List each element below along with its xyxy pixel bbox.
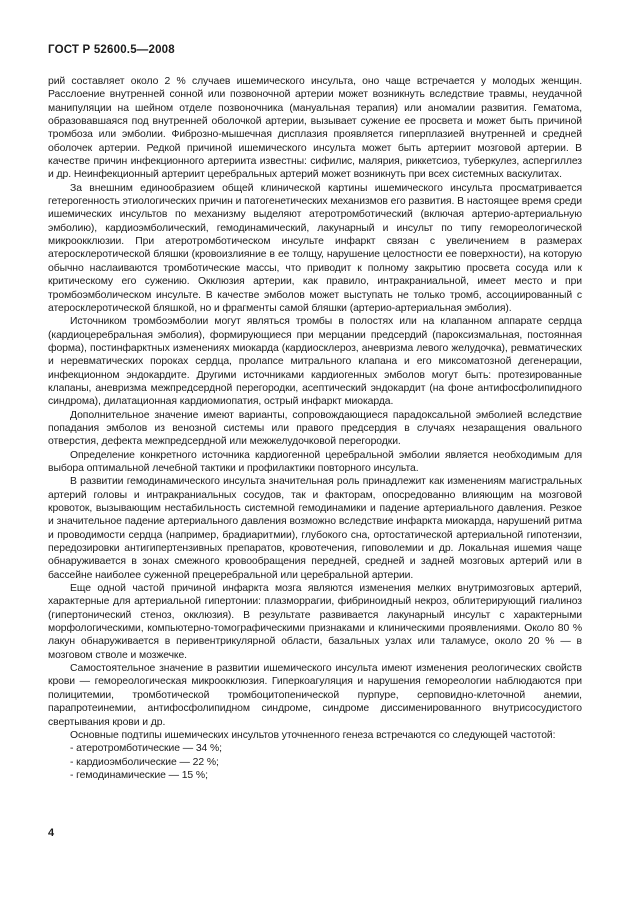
body-paragraph: Определение конкретного источника кардиогенной церебральной эмболии является необходимым для выбора оптимальной лечебной тактики и профилактики повторного инсульта.	[48, 449, 582, 474]
body-paragraph: Еще одной частой причиной инфаркта мозга являются изменения мелких внутримозговых артерий, характерные для артериальной гипертонии: плазморрагии, фибриноидный некроз, облитерирующий гиалиноз (гипертонический стеноз, окклюзия). В результате развивается лакунарный инсульт с характерными морфологическими, компьютерно-томографическими признаками и клиническими проявлениями. Около 80 % лакун обнаруживается в перивентрикулярной области, базальных узлах или таламусе, около 20 % — в мозговом стволе и мозжечке.	[48, 583, 582, 661]
body-paragraph: Основные подтипы ишемических инсультов уточненного генеза встречаются со следующей частотой:	[70, 729, 556, 741]
body-paragraph: В развитии гемодинамического инсульта значительная роль принадлежит как изменениям магистральных артерий головы и интракраниальных сосудов, так и факторам, опосредованно влияющим на мозговой кровоток, вызывающим нестабильность системной гемодинамики и падение артериального давления. Резкое и значительное падение артериального давления возможно вследствие инфаркта миокарда, нарушений ритма и проводимости сердца (например, брадиаритмии), глубокого сна, ортостатической артериальной гипотензии, передозировки антигипертензивных препаратов, кровотечения, гиповолемии и др. Локальная ишемия чаще обнаруживается в зонах смежного кровообращения передней, средней и задней мозговых артерий или в бассейне наиболее суженной прецеребральной или церебральной артерии.	[48, 476, 582, 581]
body-paragraph: Дополнительное значение имеют варианты, сопровождающиеся парадоксальной эмболией вследствие попадания эмболов из венозной системы или правого предсердия в случаях незаращения овального отверстия, дефекта межпредсердной или межжелудочковой перегородки.	[48, 409, 582, 448]
document-body	[48, 75, 582, 782]
body-paragraph: Самостоятельное значение в развитии ишемического инсульта имеют изменения реологических свойств крови — гемореологическая микроокклюзия. Гиперкоагуляция и нарушения гемореологии наблюдаются при полицитемии, тромботической тромбоцитопенической пурпуре, серповидно-клеточной анемии, парапротеинемии, антифосфолипидном синдроме, синдроме диссименированного внутрисосудистого свертывания крови и др.	[48, 663, 582, 728]
standard-number-header: ГОСТ Р 52600.5—2008	[48, 44, 175, 56]
body-paragraph: рий составляет около 2 % случаев ишемического инсульта, оно чаще встречается у молодых женщин. Расслоение внутренней сонной или позвоночной артерии может возникнуть вследствие травмы, неудачной манипуляции на шейном отделе позвоночника (мануальная терапия) или аномалии развития. Гематома, образовавшаяся под внутренней оболочкой артерии, вызывает сужение ее просвета и может быть причиной тромбоза или эмболии. Фиброзно-мышечная дисплазия проявляется гиперплазией внутренней и средней оболочек артерии. Редкой причиной ишемического инсульта может быть артериит мозговой артерии. В качестве причин инфекционного артериита известны: сифилис, малярия, риккетсиоз, туберкулез, аспергиллез и др. Неинфекционный артериит церебральных артерий может возникнуть при всех системных васкулитах.	[48, 76, 582, 181]
list-item: - атеротромботические — 34 %;	[70, 743, 222, 755]
body-paragraph: Источником тромбоэмболии могут являться тромбы в полостях или на клапанном аппарате сердца (кардиоцеребральная эмболия), формирующиеся при мерцании предсердий (пароксизмальная, постоянная форма), постинфарктных изменениях миокарда (кардиосклероз, аневризма левого желудочка), ревматических и неревматических пороках сердца, пролапсе митрального клапана и его миксоматозной дегенерации, инфекционном эндокардите. Другими источниками кардиогенных эмболов могут быть: протезированные клапаны, аневризма межпредсердной перегородки, асептический эндокардит (на фоне антифосфолипидного синдрома), дилатационная кардиомиопатия, острый инфаркт миокарда.	[48, 316, 582, 408]
list-item: - гемодинамические — 15 %;	[70, 769, 208, 781]
list-item: - кардиоэмболические — 22 %;	[70, 756, 219, 768]
body-paragraph: За внешним единообразием общей клинической картины ишемического инсульта просматривается гетерогенность этиологических причин и патогенетических механизмов его развития. В настоящее время среди ишемических инсультов по механизму выделяют атеротромботический (включая артерио-артериальную эмболию), кардиоэмболический, гемодинамический, лакунарный и инсульт по типу гемореологической микроокклюзии. При атеротромботическом инсульте инфаркт связан с увеличением в размерах атеросклеротической бляшки (кровоизлияние в ее толщу, нарушение целостности ее поверхности), на которую обычно наслаиваются тромботические массы, что приводит к полному закрытию просвета сосуда или к критическому его сужению. Окклюзия артерии, как правило, интракраниальной, имеет место и при тромбоэмболическом инсульте. В качестве эмболов может выступать не только тромб, ассоциированный с атеросклеротической бляшкой, но и фрагменты самой бляшки (артерио-артериальная эмболия).	[48, 182, 582, 314]
page-number: 4	[48, 827, 55, 839]
